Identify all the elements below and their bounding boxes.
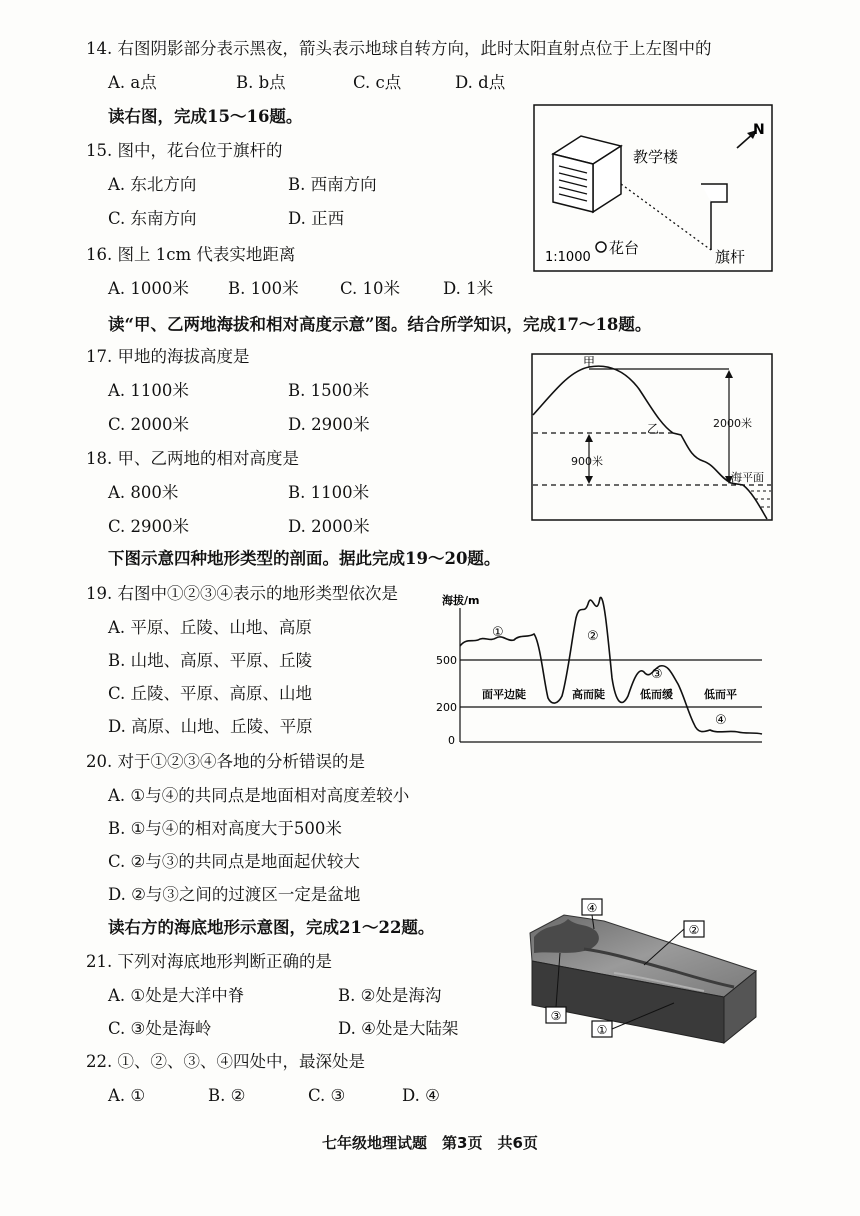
q22-option-a[interactable]: A. ① (108, 1086, 146, 1105)
scale-label: 1:1000 (545, 250, 591, 265)
q20-option-d[interactable]: D. ②与③之间的过渡区一定是盆地 (108, 885, 361, 904)
intro-15-16: 读右图，完成15～16题。 (108, 107, 303, 126)
q22-option-d[interactable]: D. ④ (402, 1086, 440, 1105)
flagpole-icon (701, 184, 727, 250)
height-900-label: 900米 (571, 455, 603, 468)
q16-option-d[interactable]: D. 1米 (443, 279, 494, 298)
q18-stem: 18. 甲、乙两地的相对高度是 (86, 449, 299, 468)
q18-option-c[interactable]: C. 2900米 (108, 517, 190, 536)
tick-500: 500 (436, 654, 457, 667)
q14-option-a[interactable]: A. a点 (108, 73, 157, 92)
intro-21-22: 读右方的海底地形示意图，完成21～22题。 (108, 918, 435, 937)
q21-stem: 21. 下列对海底地形判断正确的是 (86, 952, 332, 971)
q21-option-b[interactable]: B. ②处是海沟 (338, 986, 442, 1005)
tick-200: 200 (436, 701, 457, 714)
q20-option-c[interactable]: C. ②与③的共同点是地面起伏较大 (108, 852, 360, 871)
profile-desc-2: 高而陡 (572, 688, 605, 701)
intro-17-18: 读“甲、乙两地海拔和相对高度示意”图。结合所学知识，完成17～18题。 (108, 315, 652, 334)
seafloor-marker-4: ④ (586, 901, 598, 915)
q15-option-a[interactable]: A. 东北方向 (108, 175, 197, 194)
q19-option-d[interactable]: D. 高原、山地、丘陵、平原 (108, 717, 313, 736)
q20-option-b[interactable]: B. ①与④的相对高度大于500米 (108, 819, 342, 838)
q15-option-c[interactable]: C. 东南方向 (108, 209, 197, 228)
seafloor-marker-3: ③ (550, 1009, 562, 1023)
q22-option-c[interactable]: C. ③ (308, 1086, 346, 1105)
q17-stem: 17. 甲地的海拔高度是 (86, 347, 250, 366)
tick-0: 0 (448, 734, 455, 747)
school-building-icon (553, 136, 621, 212)
profile-marker-4: ④ (715, 713, 727, 728)
yi-label: 乙 (647, 422, 660, 436)
height-2000-label: 2000米 (713, 417, 752, 430)
q14-option-c[interactable]: C. c点 (353, 73, 402, 92)
profile-ylabel: 海拔/m (442, 594, 480, 607)
profile-marker-2: ② (587, 629, 599, 644)
profile-desc-4: 低而平 (704, 688, 737, 701)
q22-stem: 22. ①、②、③、④四处中，最深处是 (86, 1052, 365, 1071)
flagpole-label: 旗杆 (715, 248, 746, 266)
q17-option-c[interactable]: C. 2000米 (108, 415, 190, 434)
jia-label: 甲 (583, 355, 596, 369)
school-map-figure (533, 104, 773, 276)
q14-option-d[interactable]: D. d点 (455, 73, 506, 92)
q21-option-a[interactable]: A. ①处是大洋中脊 (108, 986, 245, 1005)
q15-stem: 15. 图中，花台位于旗杆的 (86, 141, 283, 160)
q16-option-a[interactable]: A. 1000米 (108, 279, 189, 298)
q20-stem: 20. 对于①②③④各地的分析错误的是 (86, 752, 365, 771)
q22-option-b[interactable]: B. ② (208, 1086, 246, 1105)
seafloor-marker-1: ① (596, 1023, 608, 1037)
flowerbed-icon (596, 242, 606, 252)
q16-stem: 16. 图上 1cm 代表实地距离 (86, 245, 296, 264)
seafloor-marker-2: ② (688, 923, 700, 937)
q18-option-d[interactable]: D. 2000米 (288, 517, 370, 536)
q18-option-b[interactable]: B. 1100米 (288, 483, 370, 502)
q19-stem: 19. 右图中①②③④表示的地形类型依次是 (86, 584, 398, 603)
height-diagram-figure (531, 353, 773, 525)
q18-option-a[interactable]: A. 800米 (108, 483, 179, 502)
building-label: 教学楼 (633, 148, 679, 166)
q21-option-c[interactable]: C. ③处是海岭 (108, 1019, 212, 1038)
terrain-profile-figure (432, 588, 766, 752)
q17-option-d[interactable]: D. 2900米 (288, 415, 370, 434)
q14-stem: 14. 右图阴影部分表示黑夜，箭头表示地球自转方向，此时太阳直射点位于上左图中的 (86, 39, 712, 58)
q15-option-d[interactable]: D. 正西 (288, 209, 345, 228)
profile-desc-3: 低而缓 (640, 688, 673, 701)
q16-option-c[interactable]: C. 10米 (340, 279, 401, 298)
q15-option-b[interactable]: B. 西南方向 (288, 175, 377, 194)
profile-marker-3: ③ (651, 667, 663, 682)
q21-option-d[interactable]: D. ④处是大陆架 (338, 1019, 459, 1038)
q20-option-a[interactable]: A. ①与④的共同点是地面相对高度差较小 (108, 786, 410, 805)
north-label: N (753, 122, 765, 138)
q17-option-b[interactable]: B. 1500米 (288, 381, 370, 400)
profile-desc-1: 面平边陡 (482, 688, 526, 701)
q19-option-b[interactable]: B. 山地、高原、平原、丘陵 (108, 651, 313, 670)
q17-option-a[interactable]: A. 1100米 (108, 381, 189, 400)
q19-option-a[interactable]: A. 平原、丘陵、山地、高原 (108, 618, 312, 637)
q19-option-c[interactable]: C. 丘陵、平原、高原、山地 (108, 684, 313, 703)
sea-level-label: 海平面 (731, 471, 764, 484)
intro-19-20: 下图示意四种地形类型的剖面。据此完成19～20题。 (108, 549, 501, 568)
profile-marker-1: ① (492, 625, 504, 640)
q14-option-b[interactable]: B. b点 (236, 73, 286, 92)
q16-option-b[interactable]: B. 100米 (228, 279, 299, 298)
page-footer: 七年级地理试题 第3页 共6页 (322, 1134, 538, 1152)
flowerbed-label: 花台 (609, 239, 640, 257)
seafloor-figure (524, 893, 764, 1059)
